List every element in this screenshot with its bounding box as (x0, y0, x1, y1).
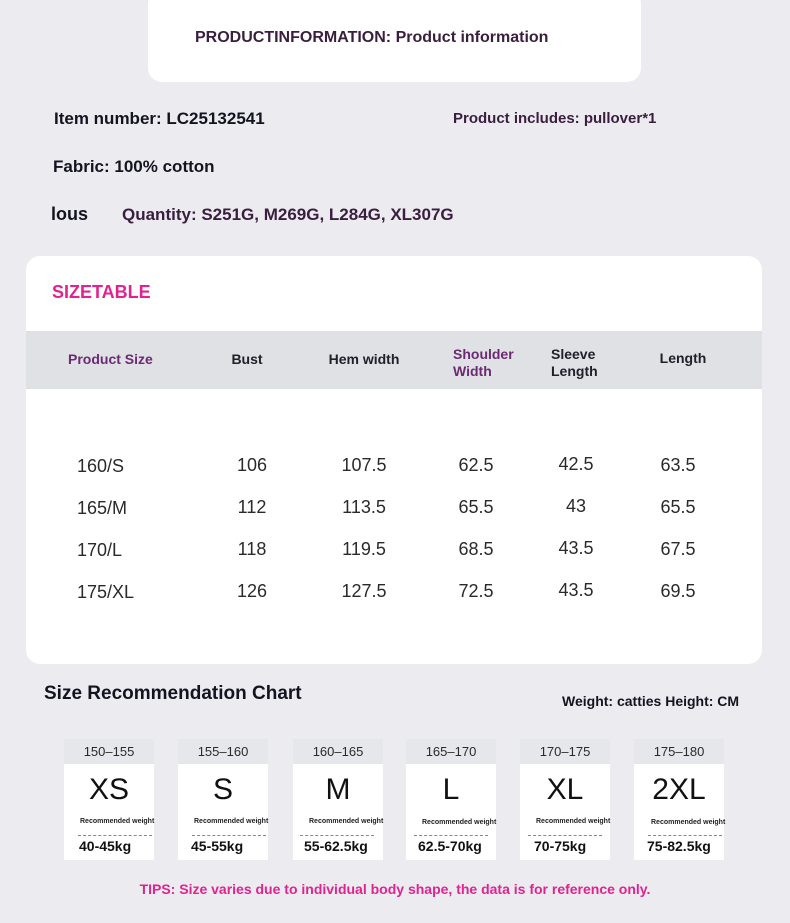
row-4-shoulder: 72.5 (458, 581, 494, 601)
badge-rec-label: Recommended weight (651, 819, 726, 826)
badge-size: XL (546, 773, 584, 806)
row-2-sleeve: 43 (565, 496, 587, 516)
size-badge-m (293, 739, 383, 860)
size-table-header (26, 331, 762, 389)
badge-divider (78, 835, 152, 836)
size-table-card (26, 256, 762, 664)
badge-rec-label: Recommended weight (422, 819, 497, 826)
badge-size: L (442, 773, 460, 806)
badge-size: 2XL (652, 773, 706, 806)
row-3-bust: 118 (237, 539, 267, 559)
badge-height: 170–175 (520, 739, 610, 764)
row-4-sleeve: 43.5 (558, 580, 594, 600)
row-4-size: 175/XL (77, 582, 135, 602)
badge-divider (414, 835, 488, 836)
badge-weight: 62.5-70kg (418, 838, 482, 854)
badge-divider (528, 835, 602, 836)
row-2-size: 165/M (77, 498, 128, 518)
badge-rec-label: Recommended weight (536, 818, 611, 825)
badge-height: 155–160 (178, 739, 268, 764)
row-3-shoulder: 68.5 (458, 539, 494, 559)
quantity: Quantity: S251G, M269G, L284G, XL307G (122, 205, 454, 224)
row-1-sleeve: 42.5 (558, 454, 594, 474)
badge-divider (300, 835, 374, 836)
row-3-length: 67.5 (660, 539, 696, 559)
row-3-size: 170/L (77, 540, 123, 560)
badge-height: 165–170 (406, 739, 496, 764)
header-sleeve-length (551, 346, 631, 380)
size-badge-l (406, 739, 496, 860)
size-badge-s (178, 739, 268, 860)
badge-size: XS (88, 773, 130, 806)
fabric: Fabric: 100% cotton (53, 157, 215, 176)
row-2-length: 65.5 (660, 497, 696, 517)
row-1-bust: 106 (236, 455, 268, 475)
product-info-title: PRODUCTINFORMATION: Product information (195, 29, 549, 46)
product-includes: Product includes: pullover*1 (453, 110, 657, 127)
header-sleeve-line2: Length (551, 363, 598, 379)
badge-weight: 75-82.5kg (647, 838, 711, 854)
item-number: Item number: LC25132541 (54, 109, 265, 128)
badge-divider (648, 835, 722, 836)
badge-rec-label: Recommended weight (309, 818, 384, 825)
row-2-hem: 113.5 (342, 497, 386, 517)
row-1-shoulder: 62.5 (458, 455, 494, 475)
size-badge-xl (520, 739, 610, 860)
badge-height: 175–180 (634, 739, 724, 764)
badge-height: 150–155 (64, 739, 154, 764)
row-2-bust: 112 (237, 497, 267, 517)
header-shoulder-line1: Shoulder (453, 346, 514, 362)
header-sleeve-line1: Sleeve (551, 346, 596, 362)
row-1-hem: 107.5 (341, 455, 387, 475)
header-length: Length (659, 350, 707, 366)
badge-weight: 45-55kg (191, 838, 244, 854)
lous-label: lous (51, 204, 89, 224)
badge-weight: 40-45kg (79, 838, 132, 854)
badge-weight: 55-62.5kg (304, 838, 368, 854)
badge-rec-label: Recommended weight (194, 818, 269, 825)
tips-note: TIPS: Size varies due to individual body shape, the data is for reference only. (139, 881, 651, 897)
row-4-length: 69.5 (660, 581, 696, 601)
header-shoulder-line2: Width (453, 363, 492, 379)
row-4-hem: 127.5 (341, 581, 387, 601)
badge-weight: 70-75kg (534, 838, 587, 854)
row-1-size: 160/S (77, 456, 125, 476)
header-product-size: Product Size (68, 351, 153, 367)
row-3-hem: 119.5 (342, 539, 386, 559)
size-table-title: SIZETABLE (52, 282, 151, 302)
size-badge-2xl (634, 739, 724, 860)
badge-size: S (212, 773, 233, 806)
header-bust: Bust (231, 351, 263, 367)
header-shoulder-width (453, 346, 533, 380)
badge-size: M (325, 773, 351, 806)
row-4-bust: 126 (236, 581, 268, 601)
badge-rec-label: Recommended weight (80, 818, 155, 825)
size-badge-xs (64, 739, 154, 860)
row-3-sleeve: 43.5 (558, 538, 594, 558)
badge-height: 160–165 (293, 739, 383, 764)
header-hem-width: Hem width (328, 351, 400, 367)
badge-divider (192, 835, 266, 836)
row-1-length: 63.5 (660, 455, 696, 475)
row-2-shoulder: 65.5 (458, 497, 494, 517)
recommendation-units: Weight: catties Height: CM (562, 693, 740, 709)
recommendation-title: Size Recommendation Chart (44, 683, 302, 704)
